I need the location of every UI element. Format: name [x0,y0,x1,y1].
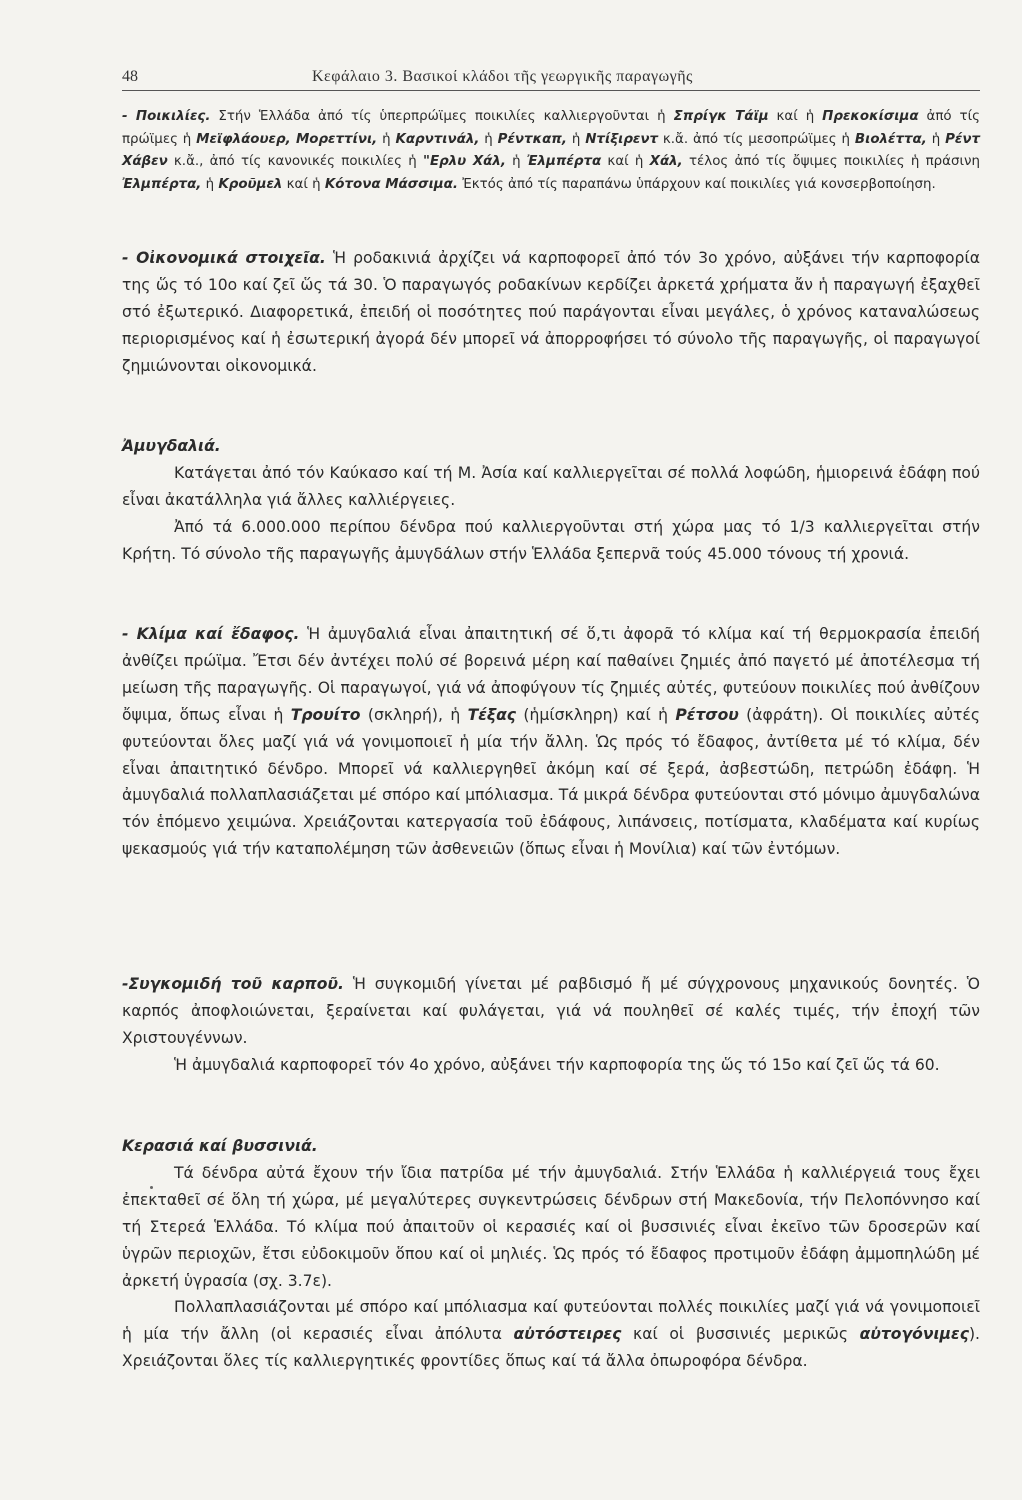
almond-paragraph-1: Κατάγεται ἀπό τόν Καύκασο καί τή Μ. Ἀσία καί καλλιεργεῖται σέ πολλά λοφώδη, ἡμιορεινά ἐδάφη πού εἶναι ἀκατάλληλα γιά ἄλλες καλλιέργειες. [122,463,980,509]
almond-heading: Ἀμυγδαλιά. [122,437,221,455]
running-header [122,66,980,91]
page-number: 48 [122,68,138,85]
peach-section [122,106,980,196]
economics-section [122,245,980,380]
climate-label: - Κλίμα καί ἔδαφος. [122,625,300,643]
cherry-section [122,1133,980,1375]
almond-harvest-paragraph-2: Ἡ ἀμυγδαλιά καρποφορεῖ τόν 4ο χρόνο, αὐξάνει τήν καρποφορία της ὥς τό 15ο καί ζεῖ ὥς τά 60. [174,1055,940,1074]
cherry-paragraph-1: Τά δένδρα αὐτά ἔχουν τήν ἴδια πατρίδα μέ τήν ἀμυγδαλιά. Στήν Ἑλλάδα ἡ καλλιέργειά τους ἔχει ἐπεκταθεῖ σέ ὅλη τή χώρα, μέ μεγαλύτερες συγκεντρώσεις δένδρων στή Μακεδονία, τήν Πελοπόννησο καί τή Στερεά Ἑλλάδα. Τό κλίμα πού ἀπαιτοῦν οἱ κερασιές καί οἱ βυσσινιές εἶναι ἐκεῖνο τῶν δροσερῶν καί ὑγρῶν περιοχῶν, ἔτσι εὐδοκιμοῦν ὅπου καί οἱ μηλιές. Ὡς πρός τό ἔδαφος προτιμοῦν ἐδάφη ἀμμοπηλώδη μέ ἀρκετή ὑγρασία (σχ. 3.7ε). [122,1163,980,1290]
harvest-label: -Συγκομιδή τοῦ καρποῦ. [122,975,344,993]
almond-harvest-paragraph: -Συγκομιδή τοῦ καρποῦ. Ἡ συγκομιδή γίνεται μέ ραβδισμό ἤ μέ σύγχρονους μηχανικούς δονητές. Ὁ καρπός ἀποφλοιώνεται, ξεραίνεται καί φυλάγεται, γιά νά πουληθεῖ σέ καλές τιμές, τήν ἐποχή τῶν Χριστουγέννων. [122,975,980,1047]
cherry-heading: Κερασιά καί βυσσινιά. [122,1137,318,1155]
economics-paragraph: - Οἰκονομικά στοιχεῖα. Ἡ ροδακινιά ἀρχίζει νά καρποφορεῖ ἀπό τόν 3ο χρόνο, αὐξάνει τήν καρποφορία της ὥς τό 10ο καί ζεῖ ὥς τά 30. Ὁ παραγωγός ροδακίνων κερδίζει ἀρκετά χρήματα ἄν ἡ παραγωγή ἐξαχθεῖ στό ἐξωτερικό. Διαφορετικά, ἐπειδή οἱ ποσότητες πού παράγονται εἶναι μεγάλες, ὁ χρόνος καταναλώσεως περιορισμένος καί ἡ ἐσωτερική ἀγορά δέν μπορεῖ νά ἀπορροφήσει τό σύνολο τῆς παραγωγῆς, οἱ παραγωγοί ζημιώνονται οἰκονομικά. [122,249,980,375]
varieties-paragraph: - Ποικιλίες. Στήν Ἑλλάδα ἀπό τίς ὑπερπρώϊμες ποικιλίες καλλιεργοῦνται ἡ Σπρίγκ Τάϊμ καί ἡ Πρεκοκίσιμα ἀπό τίς πρώϊμες ἡ Μεϊφλάουερ, Μορεττίνι, ἡ Καρντινάλ, ἡ Ρέντκαπ, ἡ Ντίξιρεντ κ.ἄ. ἀπό τίς μεσοπρώϊμες ἡ Βιολέττα, ἡ Ρέντ Χάβεν κ.ἄ., ἀπό τίς κανονικές ποικιλίες ἡ "Ερλυ Χάλ, ἡ Ἐλμπέρτα καί ἡ Χάλ, τέλος ἀπό τίς ὄψιμες ποικιλίες ἡ πράσινη Ἐλμπέρτα, ἡ Κροῦμελ καί ἡ Κότονα Μάσσιμα. Ἐκτός ἀπό τίς παραπάνω ὑπάρχουν καί ποικιλίες γιά κονσερβοποίηση. [122,109,981,192]
economics-label: - Οἰκονομικά στοιχεῖα. [122,249,326,267]
scan-speck [150,1186,153,1189]
varieties-label: - Ποικιλίες. [122,109,211,124]
cherry-paragraph-2: Πολλαπλασιάζονται μέ σπόρο καί μπόλιασμα καί φυτεύονται πολλές ποικιλίες μαζί γιά νά γονιμοποιεῖ ἡ μία τήν ἄλλη (οἱ κερασιές εἶναι ἀπόλυτα αὐτόστειρες καί οἱ βυσσινιές μερικῶς αὐτογόνιμες). Χρειάζονται ὅλες τίς καλλιεργητικές φροντίδες ὅπως καί τά ἄλλα ὀπωροφόρα δένδρα. [122,1298,980,1371]
chapter-title: Κεφάλαιο 3. Βασικοί κλάδοι τῆς γεωργικῆς παραγωγῆς [312,68,693,85]
almond-harvest-section [122,971,980,1079]
almond-climate-section [122,621,980,863]
almond-paragraph-2: Ἀπό τά 6.000.000 περίπου δένδρα πού καλλιεργοῦνται στή χώρα μας τό 1/3 καλλιεργεῖται στήν Κρήτη. Τό σύνολο τῆς παραγωγῆς ἀμυγδάλων στήν Ἑλλάδα ξεπερνᾶ τούς 45.000 τόνους τή χρονιά. [122,517,980,563]
almond-climate-paragraph: - Κλίμα καί ἔδαφος. Ἡ ἀμυγδαλιά εἶναι ἀπαιτητική σέ ὅ,τι ἀφορᾶ τό κλίμα καί τή θερμοκρασία ἐπειδή ἀνθίζει πρώϊμα. Ἔτσι δέν ἀντέχει πολύ σέ βορεινά μέρη καί παθαίνει ζημιές ἀπό παγετό μέ ἀποτέλεσμα τή μείωση τῆς παραγωγῆς. Οἱ παραγωγοί, γιά νά ἀποφύγουν τίς ζημιές αὐτές, φυτεύουν ποικιλίες πού ἀνθίζουν ὄψιμα, ὅπως εἶναι ἡ Τρουίτο (σκληρή), ἡ Τέξας (ἡμίσκληρη) καί ἡ Ρέτσου (ἀφράτη). Οἱ ποικιλίες αὐτές φυτεύονται ὅλες μαζί γιά νά γονιμοποιεῖ ἡ μία τήν ἄλλη. Ὡς πρός τό ἔδαφος, ἀντίθετα μέ τό κλίμα, δέν εἶναι ἀπαιτητικό δένδρο. Μπορεῖ νά καλλιεργηθεῖ ἀκόμη καί σέ ξερά, ἀσβεστώδη, πετρώδη ἐδάφη. Ἡ ἀμυγδαλιά πολλαπλασιάζεται μέ σπόρο καί μπόλιασμα. Τά μικρά δένδρα φυτεύονται στό μόνιμο ἀμυγδαλώνα τόν ἑπόμενο χειμώνα. Χρειάζονται κατεργασία τοῦ ἐδάφους, λιπάνσεις, ποτίσματα, κλαδέματα καί κυρίως ψεκασμούς γιά τήν καταπολέμηση τῶν ἀσθενειῶν (ὅπως εἶναι ἡ Μονίλια) καί τῶν ἐντόμων. [122,625,980,859]
almond-section [122,433,980,568]
